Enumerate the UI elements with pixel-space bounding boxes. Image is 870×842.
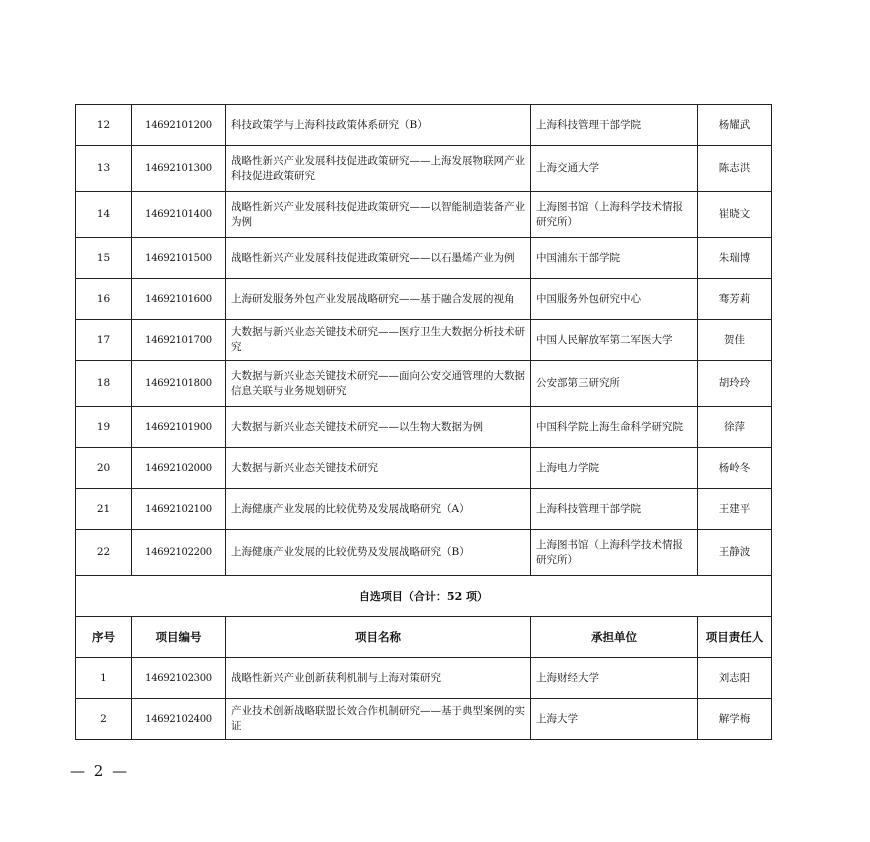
cell-name: 战略性新兴产业发展科技促进政策研究——上海发展物联网产业科技促进政策研究 [226,146,531,192]
table-row [76,320,772,361]
cell-name: 战略性新兴产业发展科技促进政策研究——以石墨烯产业为例 [226,238,531,279]
table-row [76,489,772,530]
project-table [75,104,772,740]
cell-leader: 王建平 [698,489,772,530]
cell-leader: 杨耀武 [698,105,772,146]
cell-code: 14692101200 [132,105,226,146]
cell-name: 大数据与新兴业态关键技术研究 [226,448,531,489]
cell-leader: 王静波 [698,530,772,576]
table-body-top [76,105,772,576]
cell-code: 14692101800 [132,361,226,407]
cell-leader: 解学梅 [698,699,772,740]
section-row [76,576,772,617]
cell-code: 14692101400 [132,192,226,238]
cell-seq: 2 [76,699,132,740]
header-leader: 项目责任人 [698,617,772,658]
table-row [76,146,772,192]
cell-unit: 上海图书馆（上海科学技术情报研究所） [531,192,698,238]
cell-seq: 1 [76,658,132,699]
table-row [76,658,772,699]
cell-leader: 陈志洪 [698,146,772,192]
cell-seq: 20 [76,448,132,489]
table-body-bottom [76,658,772,740]
cell-leader: 贺佳 [698,320,772,361]
table-row [76,361,772,407]
cell-code: 14692102300 [132,658,226,699]
cell-unit: 上海科技管理干部学院 [531,489,698,530]
cell-unit: 中国科学院上海生命科学研究院 [531,407,698,448]
cell-code: 14692102400 [132,699,226,740]
cell-seq: 18 [76,361,132,407]
cell-name: 上海研发服务外包产业发展战略研究——基于融合发展的视角 [226,279,531,320]
header-code: 项目编号 [132,617,226,658]
table-row [76,699,772,740]
cell-leader: 徐萍 [698,407,772,448]
cell-code: 14692102100 [132,489,226,530]
cell-unit: 中国服务外包研究中心 [531,279,698,320]
table-row [76,530,772,576]
cell-code: 14692101900 [132,407,226,448]
cell-unit: 上海财经大学 [531,658,698,699]
cell-seq: 22 [76,530,132,576]
table-row [76,238,772,279]
cell-seq: 16 [76,279,132,320]
cell-name: 大数据与新兴业态关键技术研究——医疗卫生大数据分析技术研究 [226,320,531,361]
cell-seq: 17 [76,320,132,361]
table-row [76,105,772,146]
cell-leader: 刘志阳 [698,658,772,699]
header-unit: 承担单位 [531,617,698,658]
cell-unit: 上海图书馆（上海科学技术情报研究所） [531,530,698,576]
header-seq: 序号 [76,617,132,658]
cell-unit: 上海电力学院 [531,448,698,489]
cell-code: 14692101300 [132,146,226,192]
cell-name: 大数据与新兴业态关键技术研究——以生物大数据为例 [226,407,531,448]
cell-leader: 骞芳莉 [698,279,772,320]
cell-code: 14692101700 [132,320,226,361]
table-row [76,192,772,238]
cell-unit: 上海交通大学 [531,146,698,192]
table-row [76,407,772,448]
cell-name: 上海健康产业发展的比较优势及发展战略研究（A） [226,489,531,530]
cell-unit: 上海大学 [531,699,698,740]
cell-unit: 公安部第三研究所 [531,361,698,407]
cell-seq: 19 [76,407,132,448]
cell-name: 科技政策学与上海科技政策体系研究（B） [226,105,531,146]
table-row [76,279,772,320]
header-row [76,617,772,658]
cell-unit: 中国浦东干部学院 [531,238,698,279]
cell-seq: 15 [76,238,132,279]
table-row [76,448,772,489]
table-section [76,576,772,658]
cell-name: 大数据与新兴业态关键技术研究——面向公安交通管理的大数据信息关联与业务规划研究 [226,361,531,407]
cell-name: 战略性新兴产业发展科技促进政策研究——以智能制造装备产业为例 [226,192,531,238]
cell-code: 14692102000 [132,448,226,489]
header-name: 项目名称 [226,617,531,658]
cell-code: 14692101600 [132,279,226,320]
cell-seq: 13 [76,146,132,192]
cell-name: 上海健康产业发展的比较优势及发展战略研究（B） [226,530,531,576]
section-title: 自选项目（合计：52 项） [76,576,772,617]
cell-name: 产业技术创新战略联盟长效合作机制研究——基于典型案例的实证 [226,699,531,740]
cell-seq: 12 [76,105,132,146]
cell-leader: 崔晓文 [698,192,772,238]
cell-unit: 中国人民解放军第二军医大学 [531,320,698,361]
cell-code: 14692101500 [132,238,226,279]
page-number: — 2 — [70,762,130,780]
cell-name: 战略性新兴产业创新获利机制与上海对策研究 [226,658,531,699]
cell-seq: 14 [76,192,132,238]
cell-leader: 杨岭冬 [698,448,772,489]
cell-leader: 胡玲玲 [698,361,772,407]
cell-seq: 21 [76,489,132,530]
cell-leader: 朱瑞博 [698,238,772,279]
cell-unit: 上海科技管理干部学院 [531,105,698,146]
cell-code: 14692102200 [132,530,226,576]
